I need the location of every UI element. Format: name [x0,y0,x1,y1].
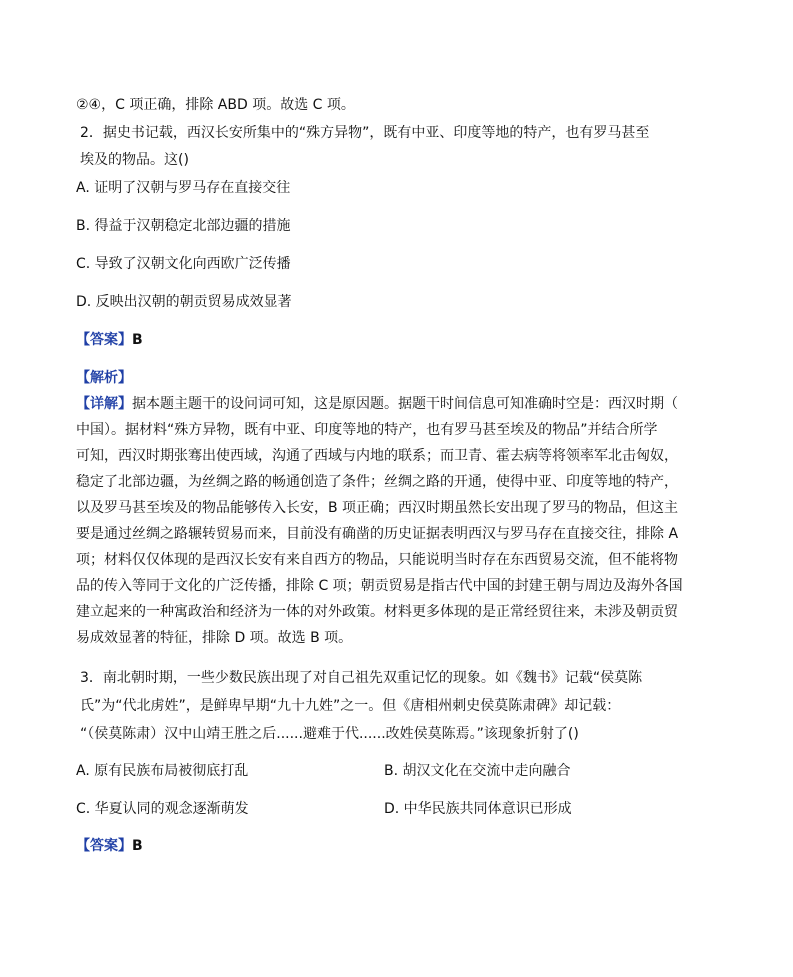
q2-detail-line-3: 可知，西汉时期张骞出使西域，沟通了西域与内地的联系；而卫青、霍去病等将领率军北击匈奴， [76,448,678,464]
previous-answer-tail: ②④，C 项正确，排除 ABD 项。故选 C 项。 [76,97,355,113]
q2-detail-line-5: 以及罗马甚至埃及的物品能够传入长安，B 项正确；西汉时期虽然长安出现了罗马的物品，但这主 [76,500,679,516]
q2-option-d: D. 反映出汉朝的朝贡贸易成效显著 [76,294,292,310]
q2-detail-line-6: 要是通过丝绸之路辗转贸易而来，目前没有确凿的历史证据表明西汉与罗马存在直接交往，排除 A [76,526,679,542]
q2-analysis-heading [76,369,132,387]
q2-answer [76,331,143,349]
q2-detail-line-2: 中国）。据材料“殊方异物，既有中亚、印度等地的特产，也有罗马甚至埃及的物品”并结合所学 [76,422,658,438]
q3-option-b: B. 胡汉文化在交流中走向融合 [384,763,571,779]
q2-detail-line-8: 品的传入等同于文化的广泛传播，排除 C 项；朝贡贸易是指古代中国的封建王朝与周边及海外各国 [76,578,683,594]
q2-detail-line-1 [76,395,678,413]
q2-detail-text-1: 据本题主题干的设问词可知，这是原因题。据题干时间信息可知准确时空是：西汉时期（ [132,396,678,412]
q2-detail-label: 【详解】 [76,396,132,412]
q3-stem-line-1: 3．南北朝时期，一些少数民族出现了对自己祖先双重记忆的现象。如《魏书》记载“侯莫陈 [80,670,643,686]
q2-stem-line-1: 2．据史书记载，西汉长安所集中的“殊方异物”，既有中亚、印度等地的特产，也有罗马甚至 [80,125,650,141]
q2-detail-line-10: 易成效显著的特征，排除 D 项。故选 B 项。 [76,630,353,646]
q2-option-c: C. 导致了汉朝文化向西欧广泛传播 [76,256,291,272]
q2-answer-value: B [132,332,143,348]
q2-detail-line-9: 建立起来的一种寓政治和经济为一体的对外政策。材料更多体现的是正常经贸往来，未涉及朝贡贸 [76,604,678,620]
q2-option-b: B. 得益于汉朝稳定北部边疆的措施 [76,218,291,234]
q2-detail-line-7: 项；材料仅仅体现的是西汉长安有来自西方的物品，只能说明当时存在东西贸易交流，但不能将物 [76,552,678,568]
q3-answer-value: B [132,838,143,854]
q2-option-a: A. 证明了汉朝与罗马存在直接交往 [76,180,291,196]
q3-stem-line-3: “（侯莫陈肃）汉中山靖王胜之后......避难于代......改姓侯莫陈焉。”该现象折射了() [80,726,579,742]
q2-stem-line-2: 埃及的物品。这() [80,152,189,168]
q2-analysis-label: 【解析】 [76,370,132,386]
q3-option-a: A. 原有民族布局被彻底打乱 [76,763,249,779]
q3-answer-label: 【答案】 [76,838,132,854]
q3-answer [76,837,143,855]
q3-option-c: C. 华夏认同的观念逐渐萌发 [76,801,249,817]
q3-stem-line-2: 氏”为“代北虏姓”，是鲜卑早期“九十九姓”之一。但《唐相州刺史侯莫陈肃碑》却记载： [80,698,621,714]
q2-answer-label: 【答案】 [76,332,132,348]
q3-option-d: D. 中华民族共同体意识已形成 [384,801,572,817]
q2-detail-line-4: 稳定了北部边疆，为丝绸之路的畅通创造了条件；丝绸之路的开通，使得中亚、印度等地的特产， [76,474,678,490]
